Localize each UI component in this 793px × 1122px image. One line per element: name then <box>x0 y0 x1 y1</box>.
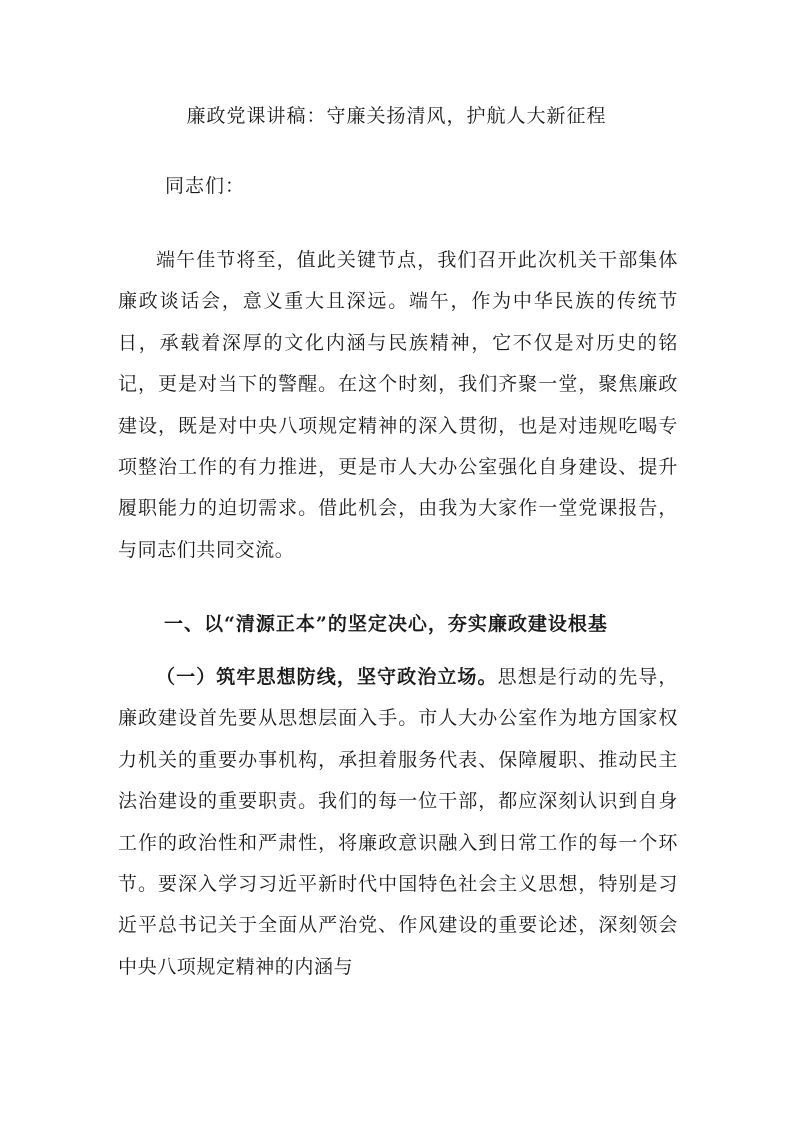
intro-paragraph: 端午佳节将至，值此关键节点，我们召开此次机关干部集体廉政谈话会，意义重大且深远。端午，作为中华民族的传统节日，承载着深厚的文化内涵与民族精神，它不仅是对历史的铭记，更是对当下的警醒。在这个时刻，我们齐聚一堂，聚焦廉政建设，既是对中央八项规定精神的深入贯彻，也是对违规吃喝专项整治工作的有力推进，更是市人大办公室强化自身建设、提升履职能力的迫切需求。借此机会，由我为大家作一堂党课报告，与同志们共同交流。 <box>118 249 678 561</box>
subsection-1-body: 思想是行动的先导，廉政建设首先要从思想层面入手。市人大办公室作为地方国家权力机关的重要办事机构，承担着服务代表、保障履职、推动民主法治建设的重要职责。我们的每一位干部，都应深刻认识到自身工作的政治性和严肃性，将廉政意识融入到日常工作的每一个环节。要深入学习习近平新时代中国特色社会主义思想，特别是习近平总书记关于全面从严治党、作风建设的重要论述，深刻领会中央八项规定精神的内涵与 <box>118 666 679 978</box>
subsection-1-lead: （一）筑牢思想防线，坚守政治立场。 <box>156 666 498 688</box>
subsection-1-paragraph <box>118 657 678 988</box>
section-1-heading: 一、以“清源正本”的坚定决心，夯实廉政建设根基 <box>164 613 608 635</box>
document-title: 廉政党课讲稿：守廉关扬清风，护航人大新征程 <box>186 105 607 127</box>
salutation: 同志们： <box>165 175 246 197</box>
